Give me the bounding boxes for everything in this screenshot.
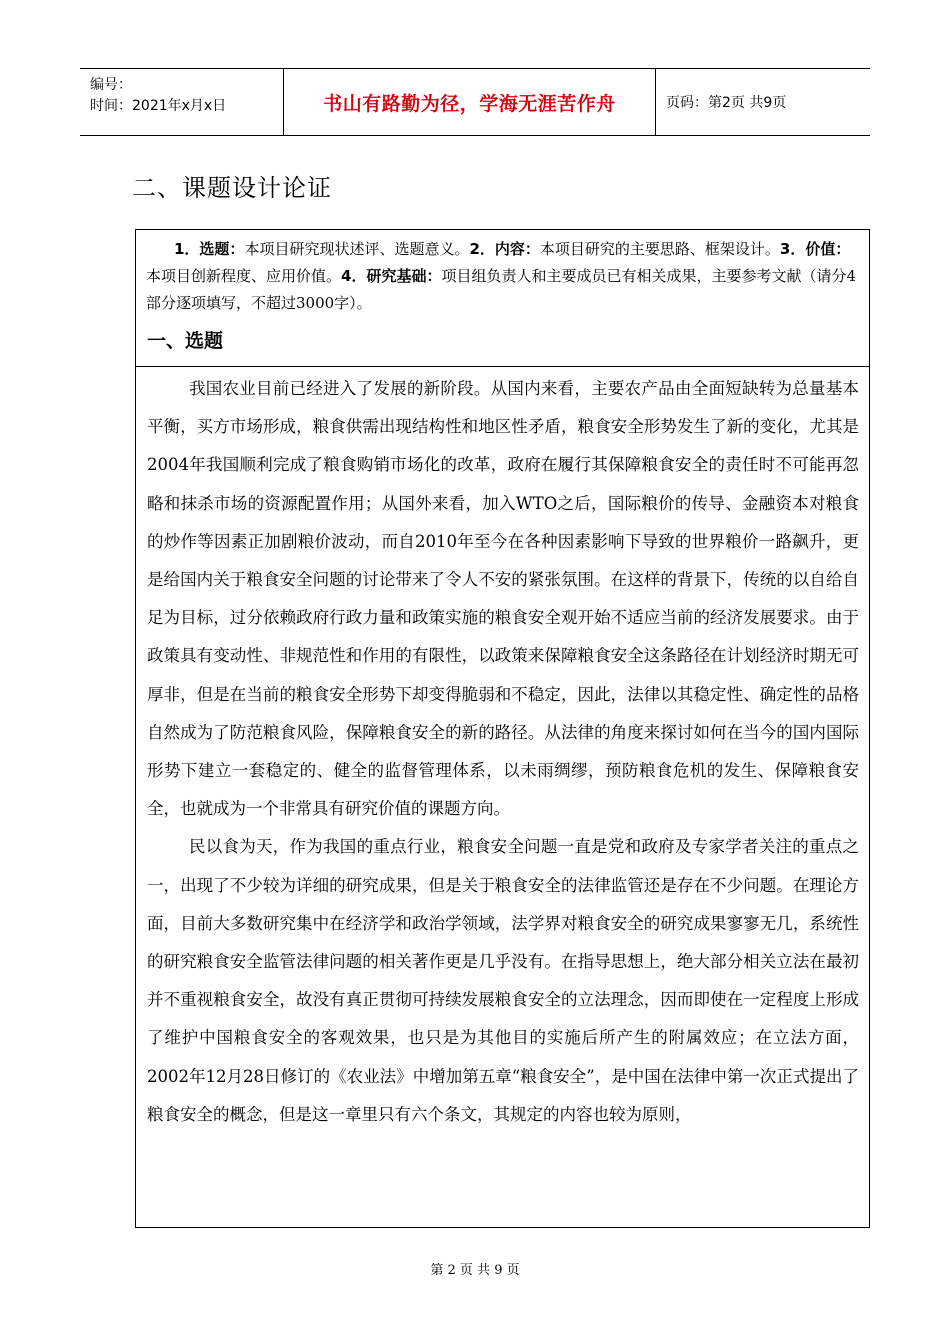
body-paragraph-1: 我国农业目前已经进入了发展的新阶段。从国内来看，主要农产品由全面短缺转为总量基本平衡，买方市场形成，粮食供需出现结构性和地区性矛盾，粮食安全形势发生了新的变化，尤其是2004年我国顺利完成了粮食购销市场化的改革，政府在履行其保障粮食安全的责任时不可能再忽略和抹杀市场的资源配置作用；从国外来看，加入WTO之后，国际粮价的传导、金融资本对粮食的炒作等因素正加剧粮价波动，而自2010年至今在各种因素影响下导致的世界粮价一路飙升，更是给国内关于粮食安全问题的讨论带来了令人不安的紧张氛围。在这样的背景下，传统的以自给自足为目标，过分依赖政府行政力量和政策实施的粮食安全观开始不适应当前的经济发展要求。由于政策具有变动性、非规范性和作用的有限性，以政策来保障粮食安全这条路径在计划经济时期无可厚非，但是在当前的粮食安全形势下却变得脆弱和不稳定，因此，法律以其稳定性、确定性的品格自然成为了防范粮食风险，保障粮食安全的新的路径。从法律的角度来探讨如何在当今的国内国际形势下建立一套稳定的、健全的监督管理体系，以未雨绸缪，预防粮食危机的发生、保障粮食安全，也就成为一个非常具有研究价值的课题方向。 — [147, 379, 859, 819]
body-paragraph-2: 民以食为天，作为我国的重点行业，粮食安全问题一直是党和政府及专家学者关注的重点之一，出现了不少较为详细的研究成果，但是关于粮食安全的法律监管还是存在不少问题。在理论方面，目前大多数研究集中在经济学和政治学领域，法学界对粮食安全的研究成果寥寥无几，系统性的研究粮食安全监管法律问题的相关著作更是几乎没有。在指导思想上，绝大部分相关立法在最初并不重视粮食安全，故没有真正贯彻可持续发展粮食安全的立法理念，因而即使在一定程度上形成了维护中国粮食安全的客观效果，也只是为其他目的实施后所产生的附属效应；在立法方面，2002年12月28日修订的《农业法》中增加第五章“粮食安全”，是中国在法律中第一次正式提出了粮食安全的概念，但是这一章里只有六个条文，其规定的内容也较为原则， — [147, 837, 859, 1124]
body-text — [147, 370, 859, 1134]
instruction-text-1: 本项目研究现状述评、选题意义。 — [244, 240, 470, 258]
section-title: 二、课题设计论证 — [132, 174, 332, 202]
instruction-label-2: 2．内容： — [469, 240, 540, 258]
page-header — [80, 68, 870, 136]
header-motto-cell — [283, 69, 656, 135]
instructions — [146, 236, 858, 317]
page-footer: 第 2 页 共 9 页 — [430, 1263, 520, 1278]
header-page-info — [656, 69, 870, 135]
header-meta — [80, 69, 283, 135]
instruction-text-4: 项目组负责人和主要成员已有相关成果，主要参考文献（请分4部分逐项填写，不超过3000字）。 — [146, 267, 857, 312]
sub-heading: 一、选题 — [147, 330, 224, 352]
instruction-label-1: 1．选题： — [174, 240, 245, 258]
page-info-text: 页码：第2页 共9页 — [666, 95, 787, 111]
motto-text: 书山有路勤为径，学海无涯苦作舟 — [323, 92, 616, 115]
divider-line — [136, 366, 869, 367]
date-label: 时间：2021年x月x日 — [90, 98, 227, 114]
instruction-text-3: 本项目创新程度、应用价值。 — [146, 267, 342, 285]
serial-label: 编号： — [90, 77, 132, 93]
content-box — [135, 229, 870, 1228]
instruction-text-2: 本项目研究的主要思路、框架设计。 — [539, 240, 780, 258]
instruction-label-4: 4．研究基础： — [341, 267, 442, 285]
instruction-label-3: 3．价值： — [779, 240, 851, 258]
